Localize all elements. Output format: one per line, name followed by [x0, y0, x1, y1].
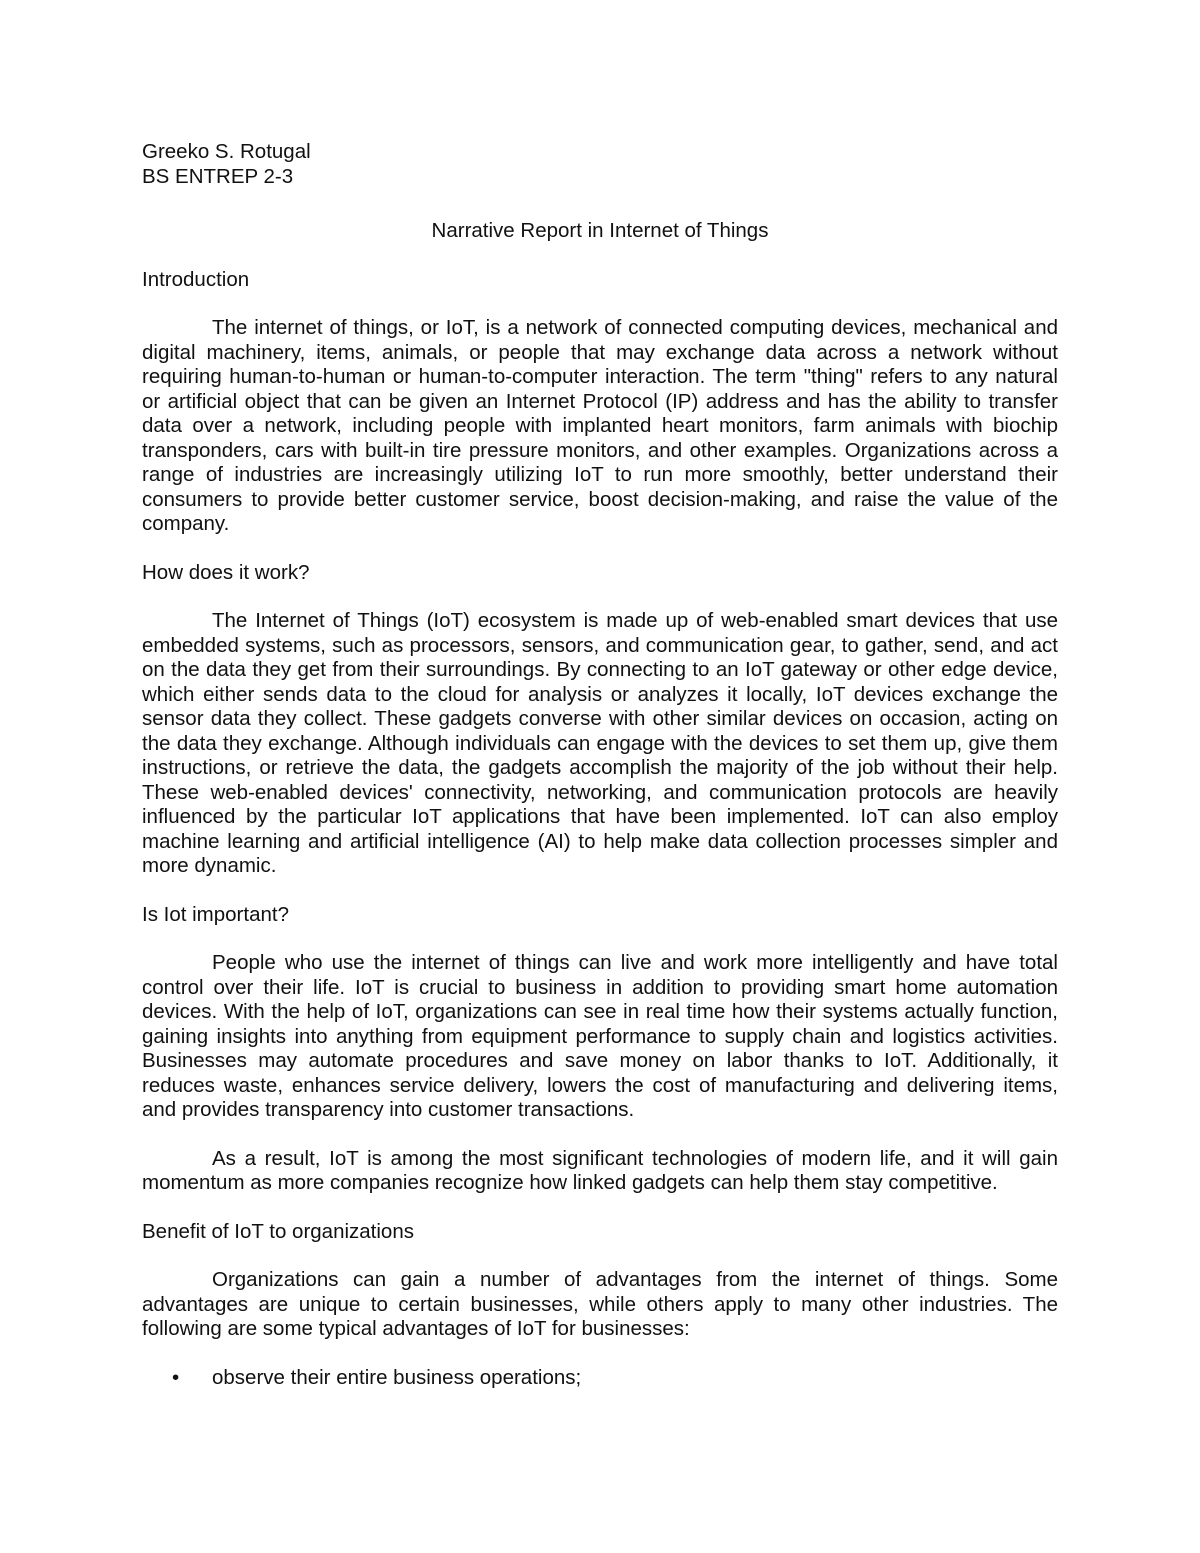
document-title: Narrative Report in Internet of Things — [431, 219, 769, 242]
benefits-list — [142, 1366, 1058, 1391]
paragraph-importance-1: People who use the internet of things can live and work more intelligently and have total control over their life. IoT is crucial to business in addition to providing smart home automation devices. With the help of IoT, organizations can see in real time how their systems actually function, gaining insights into anything from equipment performance to supply chain and logistics activities. Businesses may automate procedures and save money on labor thanks to IoT. Additionally, it reduces waste, enhances service delivery, lowers the cost of manufacturing and delivering items, and provides transparency into customer transactions. — [142, 951, 1058, 1121]
section-heading-benefits: Benefit of IoT to organizations — [142, 1219, 414, 1243]
bullet-icon: • — [172, 1365, 180, 1389]
section-heading-how-it-works: How does it work? — [142, 560, 310, 584]
section-heading-importance: Is Iot important? — [142, 902, 289, 926]
paragraph-how-it-works: The Internet of Things (IoT) ecosystem is made up of web-enabled smart devices that use embedded systems, such as processors, sensors, and communication gear, to gather, send, and act on the data they get from their surroundings. By connecting to an IoT gateway or other edge device, which either sends data to the cloud for analysis or analyzes it locally, IoT devices exchange the sensor data they collect. These gadgets converse with other similar devices on occasion, acting on the data they exchange. Although individuals can engage with the devices to set them up, give them instructions, or retrieve the data, the gadgets accomplish the majority of the job without their help. These web-enabled devices' connectivity, networking, and communication protocols are heavily influenced by the particular IoT applications that have been implemented. IoT can also employ machine learning and artificial intelligence (AI) to help make data collection processes simpler and more dynamic. — [142, 609, 1058, 877]
list-item — [142, 1366, 1058, 1391]
paragraph-benefits: Organizations can gain a number of advantages from the internet of things. Some advantages are unique to certain businesses, while others apply to many other industries. The following are some typical advantages of IoT for businesses: — [142, 1268, 1058, 1340]
section-heading-introduction: Introduction — [142, 267, 250, 291]
list-item-text: observe their entire business operations; — [212, 1365, 582, 1389]
author-name: Greeko S. Rotugal — [142, 140, 311, 163]
paragraph-importance-2: As a result, IoT is among the most significant technologies of modern life, and it will gain momentum as more companies recognize how linked gadgets can help them stay competitive. — [142, 1146, 1058, 1194]
document-page — [142, 140, 1058, 1390]
paragraph-introduction: The internet of things, or IoT, is a network of connected computing devices, mechanical and digital machinery, items, animals, or people that may exchange data across a network without requiring human-to-human or human-to-computer interaction. The term "thing" refers to any natural or artificial object that can be given an Internet Protocol (IP) address and has the ability to transfer data over a network, including people with implanted heart monitors, farm animals with biochip transponders, cars with built-in tire pressure monitors, and other examples. Organizations across a range of industries are increasingly utilizing IoT to run more smoothly, better understand their consumers to provide better customer service, boost decision-making, and raise the value of the company. — [142, 316, 1058, 535]
course-section: BS ENTREP 2-3 — [142, 164, 294, 188]
